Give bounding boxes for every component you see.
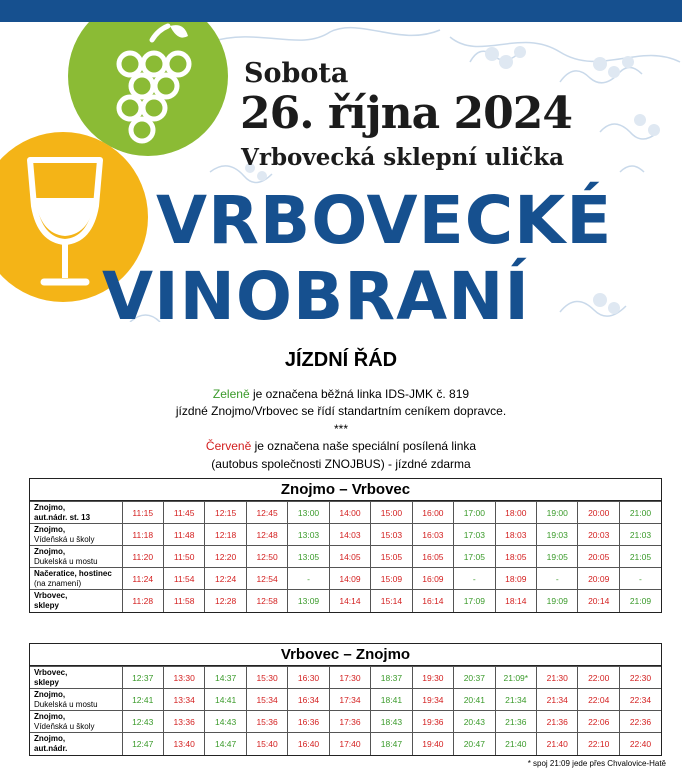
departure-time: 15:36: [246, 711, 287, 733]
departure-time: 22:00: [578, 667, 619, 689]
page-title: JÍZDNÍ ŘÁD: [284, 349, 398, 371]
stop-name-main: Znojmo,: [34, 502, 66, 512]
departure-time: 13:00: [288, 502, 329, 524]
timetable-heading: Vrbovec – Znojmo: [30, 644, 661, 666]
stop-name-main: Znojmo,: [34, 524, 66, 534]
stop-name: [30, 524, 122, 546]
departure-time: 16:14: [412, 590, 453, 612]
stop-name-main: Načeratice, hostinec: [34, 568, 112, 578]
departure-time: 12:48: [246, 524, 287, 546]
departure-time: 21:34: [495, 689, 536, 711]
stop-name: [30, 502, 122, 524]
stop-name-main: Vrbovec,: [34, 590, 68, 600]
departure-time: 21:03: [619, 524, 661, 546]
departure-time: 20:09: [578, 568, 619, 590]
stop-name-detail: Dukelská u mostu: [34, 556, 98, 566]
timetable-grid: [30, 501, 661, 612]
departure-time: 16:40: [288, 733, 329, 755]
departure-time: 21:30: [537, 667, 578, 689]
departure-time: 13:40: [163, 733, 204, 755]
departure-time: 22:06: [578, 711, 619, 733]
stop-name: [30, 546, 122, 568]
timetable-row: [30, 524, 661, 546]
departure-time: 13:05: [288, 546, 329, 568]
departure-time: 19:05: [537, 546, 578, 568]
timetable-row: [30, 689, 661, 711]
intro-line-1-text: je označena běžná linka IDS-JMK č. 819: [249, 387, 470, 401]
departure-time: 17:36: [329, 711, 370, 733]
stop-name: [30, 689, 122, 711]
departure-time: 19:09: [537, 590, 578, 612]
departure-time: 11:50: [163, 546, 204, 568]
departure-time: 15:09: [371, 568, 412, 590]
departure-time: 21:40: [495, 733, 536, 755]
green-label: Zeleně: [212, 387, 250, 401]
departure-time: 13:09: [288, 590, 329, 612]
departure-time: 17:40: [329, 733, 370, 755]
departure-time: 11:28: [122, 590, 163, 612]
departure-time: 19:34: [412, 689, 453, 711]
departure-time: 17:03: [454, 524, 495, 546]
departure-time: 11:24: [122, 568, 163, 590]
stop-name-main: Znojmo,: [34, 689, 66, 699]
departure-time: 21:09: [619, 590, 661, 612]
departure-time: 22:40: [619, 733, 661, 755]
departure-time: 19:36: [412, 711, 453, 733]
departure-time: 11:48: [163, 524, 204, 546]
departure-time: 13:34: [163, 689, 204, 711]
departure-time: 15:03: [371, 524, 412, 546]
stop-name-main: Znojmo,: [34, 733, 66, 743]
departure-time: 14:47: [205, 733, 246, 755]
stop-name-detail: (na znamení): [34, 578, 82, 588]
poster-header: [0, 22, 682, 322]
departure-time: 18:14: [495, 590, 536, 612]
departure-time: 12:45: [246, 502, 287, 524]
departure-time: 12:43: [122, 711, 163, 733]
departure-time: 12:28: [205, 590, 246, 612]
departure-time: -: [288, 568, 329, 590]
timetable-vrbovec-znojmo: [29, 643, 662, 756]
departure-time: 15:34: [246, 689, 287, 711]
departure-time: 16:09: [412, 568, 453, 590]
departure-time: 11:58: [163, 590, 204, 612]
departure-time: 12:15: [205, 502, 246, 524]
stop-name: [30, 568, 122, 590]
stop-name-main: Znojmo,: [34, 546, 66, 556]
departure-time: 12:50: [246, 546, 287, 568]
departure-time: 15:14: [371, 590, 412, 612]
departure-time: 20:03: [578, 524, 619, 546]
intro-line-3: [0, 438, 682, 455]
departure-time: 11:45: [163, 502, 204, 524]
departure-time: 13:36: [163, 711, 204, 733]
departure-time: 17:09: [454, 590, 495, 612]
departure-time: 12:37: [122, 667, 163, 689]
departure-time: 21:36: [537, 711, 578, 733]
departure-time: 17:05: [454, 546, 495, 568]
departure-time: 11:54: [163, 568, 204, 590]
departure-time: 15:30: [246, 667, 287, 689]
departure-time: 18:05: [495, 546, 536, 568]
departure-time: 21:05: [619, 546, 661, 568]
intro-line-4: (autobus společnosti ZNOJBUS) - jízdné zdarma: [211, 456, 471, 471]
departure-time: 22:10: [578, 733, 619, 755]
departure-time: 21:36: [495, 711, 536, 733]
departure-time: 12:41: [122, 689, 163, 711]
departure-time: 20:05: [578, 546, 619, 568]
departure-time: 17:30: [329, 667, 370, 689]
departure-time: 19:30: [412, 667, 453, 689]
departure-time: 18:03: [495, 524, 536, 546]
timetable-row: [30, 546, 661, 568]
departure-time: 14:14: [329, 590, 370, 612]
stop-name-detail: sklepy: [34, 677, 59, 687]
departure-time: 18:47: [371, 733, 412, 755]
timetable-row: [30, 733, 661, 755]
departure-time: 14:09: [329, 568, 370, 590]
event-day: Sobota: [244, 58, 349, 89]
departure-time: 11:18: [122, 524, 163, 546]
departure-time: 16:30: [288, 667, 329, 689]
departure-time: 14:43: [205, 711, 246, 733]
event-title-line2: VINOBRANÍ: [102, 258, 530, 322]
departure-time: 15:00: [371, 502, 412, 524]
departure-time: -: [619, 568, 661, 590]
departure-time: 16:00: [412, 502, 453, 524]
timetable-row: [30, 590, 661, 612]
departure-time: 15:40: [246, 733, 287, 755]
departure-time: 22:36: [619, 711, 661, 733]
departure-time: 12:58: [246, 590, 287, 612]
timetable-row: [30, 568, 661, 590]
stop-name: [30, 733, 122, 755]
departure-time: 18:43: [371, 711, 412, 733]
stop-name-main: Znojmo,: [34, 711, 66, 721]
stop-name: [30, 711, 122, 733]
departure-time: 16:05: [412, 546, 453, 568]
departure-time: 14:00: [329, 502, 370, 524]
departure-time: 21:34: [537, 689, 578, 711]
departure-time: 21:00: [619, 502, 661, 524]
stop-name: [30, 667, 122, 689]
departure-time: 21:40: [537, 733, 578, 755]
departure-time: 13:03: [288, 524, 329, 546]
intro-line-1: [0, 386, 682, 403]
departure-time: 21:09*: [495, 667, 536, 689]
departure-time: 20:41: [454, 689, 495, 711]
event-title-line1: VRBOVECKÉ: [156, 182, 613, 259]
departure-time: 12:54: [246, 568, 287, 590]
departure-time: 16:03: [412, 524, 453, 546]
departure-time: 11:15: [122, 502, 163, 524]
departure-time: 19:03: [537, 524, 578, 546]
departure-time: 20:43: [454, 711, 495, 733]
departure-time: 20:14: [578, 590, 619, 612]
departure-time: 18:41: [371, 689, 412, 711]
departure-time: 17:00: [454, 502, 495, 524]
departure-time: 16:34: [288, 689, 329, 711]
stop-name-main: Vrbovec,: [34, 667, 68, 677]
departure-time: 16:36: [288, 711, 329, 733]
event-place: Vrbovecká sklepní ulička: [241, 144, 565, 171]
departure-time: 17:34: [329, 689, 370, 711]
departure-time: 22:34: [619, 689, 661, 711]
departure-time: 12:47: [122, 733, 163, 755]
stop-name-detail: aut.nádr. st. 13: [34, 512, 91, 522]
stop-name-detail: Dukelská u mostu: [34, 699, 98, 709]
departure-time: 20:47: [454, 733, 495, 755]
departure-time: 18:37: [371, 667, 412, 689]
departure-time: 19:00: [537, 502, 578, 524]
departure-time: 19:40: [412, 733, 453, 755]
departure-time: 12:18: [205, 524, 246, 546]
timetable-row: [30, 502, 661, 524]
timetable-znojmo-vrbovec: [29, 478, 662, 613]
departure-time: 22:04: [578, 689, 619, 711]
intro-text: [0, 386, 682, 473]
departure-time: 20:00: [578, 502, 619, 524]
stop-name: [30, 590, 122, 612]
departure-time: 14:37: [205, 667, 246, 689]
event-date: 26. října 2024: [240, 88, 572, 139]
departure-time: 18:00: [495, 502, 536, 524]
departure-time: 14:41: [205, 689, 246, 711]
stop-name-detail: sklepy: [34, 600, 59, 610]
intro-line-2: jízdné Znojmo/Vrbovec se řídí standartním ceníkem dopravce.: [175, 404, 507, 419]
intro-line-3-text: je označena naše speciální posílená linka: [251, 439, 477, 454]
departure-time: 18:09: [495, 568, 536, 590]
top-color-bar: [0, 0, 682, 22]
footnote: * spoj 21:09 jede přes Chvalovice-Hatě: [527, 759, 666, 768]
stop-name-detail: aut.nádr.: [34, 743, 68, 753]
departure-time: 22:30: [619, 667, 661, 689]
departure-time: 12:24: [205, 568, 246, 590]
intro-separator: ***: [333, 421, 348, 436]
departure-time: 13:30: [163, 667, 204, 689]
red-label: Červeně: [205, 439, 252, 454]
stop-name-detail: Vídeňská u školy: [34, 534, 95, 544]
timetable-row: [30, 667, 661, 689]
timetable-heading: Znojmo – Vrbovec: [30, 479, 661, 501]
timetable-row: [30, 711, 661, 733]
departure-time: 12:20: [205, 546, 246, 568]
departure-time: 20:37: [454, 667, 495, 689]
departure-time: 14:03: [329, 524, 370, 546]
timetable-grid: [30, 666, 661, 755]
stop-name-detail: Vídeňská u školy: [34, 721, 95, 731]
departure-time: -: [454, 568, 495, 590]
departure-time: 15:05: [371, 546, 412, 568]
departure-time: 14:05: [329, 546, 370, 568]
departure-time: -: [537, 568, 578, 590]
departure-time: 11:20: [122, 546, 163, 568]
